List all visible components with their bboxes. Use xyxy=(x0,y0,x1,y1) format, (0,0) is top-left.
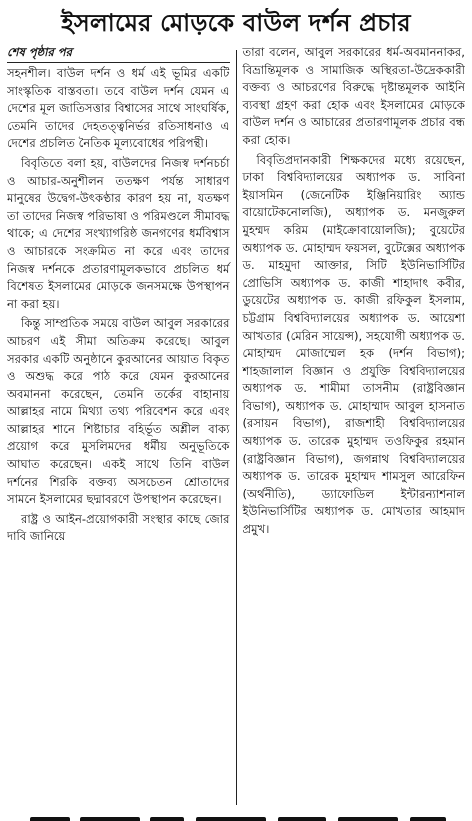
left-column xyxy=(7,44,236,807)
paragraph: কিন্তু সাম্প্রতিক সময়ে বাউল আবুল সরকারের আচরণ এই সীমা অতিক্রম করেছে। আবুল সরকার একটি অনুষ্ঠানে কুরআনের আয়াত বিকৃত ও অশুদ্ধ করে পাঠ করে যেমন কুরআনের অবমাননা করেছেন, তেমনি তর্কের বাহানায় আল্লাহর নামে মিথ্যা তথ্য পরিবেশন করে এবং আল্লাহর শানে শিষ্টাচার বহির্ভূত অশ্লীল বাক্য প্রয়োগ করে মুসলিমদের ধর্মীয় অনুভূতিকে আঘাত করেছেন। একই সাথে তিনি বাউল দর্শনের শিরকি বক্তব্য অসচেতন শ্রোতাদের সামনে ইসলামের ছদ্মাবরণে উপস্থাপন করেছেন। xyxy=(7,316,230,507)
paragraph: বিবৃতিপ্রদানকারী শিক্ষকদের মধ্যে রয়েছেন, ঢাকা বিশ্ববিদ্যালয়ের অধ্যাপক ড. সাবিনা ইয়াসমিন (জেনেটিক ইঞ্জিনিয়ারিং অ্যান্ড বায়োটেকনোলজি), অধ্যাপক ড. মনজুরুল মুহম্মদ করিম (মাইক্রোবায়োলজি); বুয়েটের অধ্যাপক ড. মোহাম্মদ ফয়সল, বুটেক্সের অধ্যাপক ড. মাহমুদা আক্তার, সিটি ইউনিভার্সিটির প্রোভিসি অধ্যাপক ড. কাজী শাহাদাৎ কবীর, ডুয়েটের অধ্যাপক ড. কাজী রফিকুল ইসলাম, চট্টগ্রাম বিশ্ববিদ্যালয়ের অধ্যাপক ড. আয়েশা আখতার (মেরিন সায়েন্স), সহযোগী অধ্যাপক ড. মোহাম্মদ মোজাম্মেল হক (দর্শন বিভাগ); শাহজালাল বিজ্ঞান ও প্রযুক্তি বিশ্ববিদ্যালয়ের অধ্যাপক ড. শামীমা তাসনীম (রাষ্ট্রবিজ্ঞান বিভাগ), অধ্যাপক ড. মোহাম্মাদ আবুল হাসনাত (রসায়ন বিভাগ), রাজশাহী বিশ্ববিদ্যালয়ের অধ্যাপক ড. তারেক মুহাম্মদ তওফিকুর রহমান (রাষ্ট্রবিজ্ঞান বিভাগ), জগন্নাথ বিশ্ববিদ্যালয়ের অধ্যাপক ড. তারেক মুহাম্মদ শামসুল আরেফিন (অর্থনীতি), ড্যাফোডিল ইন্টারন্যাশনাল ইউনিভার্সিটির অধ্যাপক ড. মোখতার আহমাদ প্রমুখ। xyxy=(242,152,465,537)
continued-label: শেষ পৃষ্ঠার পর xyxy=(7,45,72,59)
article-body xyxy=(7,44,465,807)
paragraph: বিবৃতিতে বলা হয়, বাউলদের নিজস্ব দর্শনচর্চা ও আচার-অনুশীলন ততক্ষণ পর্যন্ত সাধারণ মানুষের উদ্বেগ-উৎকণ্ঠার কারণ হয় না, যতক্ষণ তা তাদের নিজস্ব পরিভাষা ও পরিমণ্ডলে সীমাবদ্ধ থাকে; এ দেশের সংখ্যাগরিষ্ঠ জনগণের ধর্মবিশ্বাস ও আচারকে সংক্রমিত না করে এবং তাদের নিজস্ব দর্শনকে প্রতারণামূলকভাবে প্রচলিত ধর্ম বিশেষত ইসলামের মোড়কে জনসমক্ষে উপস্থাপন না করা হয়। xyxy=(7,155,230,311)
right-column xyxy=(237,44,466,807)
paragraph: রাষ্ট্র ও আইন-প্রয়োগকারী সংস্থার কাছে জোর দাবি জানিয়ে xyxy=(7,511,230,544)
paragraph: সহনশীল। বাউল দর্শন ও ধর্ম এই ভূমির একটি সাংস্কৃতিক বাস্তবতা। তবে বাউল দর্শন যেমন এ দেশের মূল জাতিসত্তার বিশ্বাসের সাথে সাংঘর্ষিক, তেমনি তাদের দেহতত্ত্বনির্ভর রতিসাধনাও এ দেশের প্রচলিত নৈতিক মূল্যবোধের পরিপন্থী। xyxy=(7,66,230,151)
paragraph: তারা বলেন, আবুল সরকারের ধর্ম-অবমাননাকর, বিভ্রান্তিমূলক ও সামাজিক অস্থিরতা-উদ্রেককারী বক্তব্য ও আচরণের বিরুদ্ধে দৃষ্টান্তমূলক আইনি ব্যবস্থা গ্রহণ করা হোক এবং ইসলামের মোড়কে বাউল দর্শন ও আচারের প্রতারণামূলক প্রচার বন্ধ করা হোক। xyxy=(242,45,465,147)
headline: ইসলামের মোড়কে বাউল দর্শন প্রচার xyxy=(61,9,411,37)
cropped-next-headline xyxy=(0,813,472,821)
kicker-divider xyxy=(7,62,230,63)
